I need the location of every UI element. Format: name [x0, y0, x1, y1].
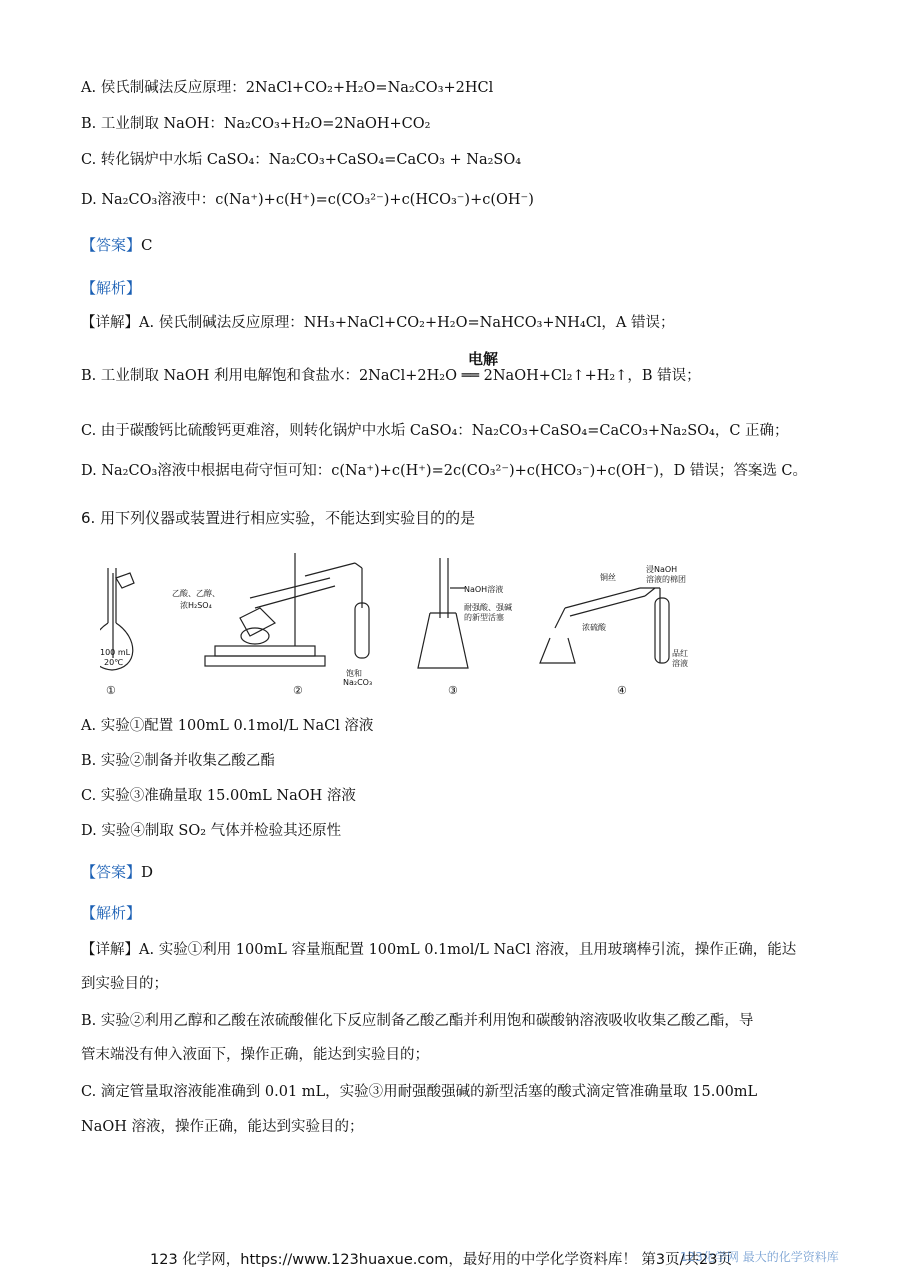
q5-detail-b-condition: 电解: [468, 350, 499, 368]
fig1-temperature-mark: 20℃: [104, 658, 124, 667]
fig4-reagent-label: 品红: [672, 649, 688, 658]
fig3-stopcock-label: 耐强酸、强碱: [464, 603, 512, 612]
q6-option-b: B. 实验②制备并收集乙酸乙酯: [81, 753, 275, 769]
q5-option-d: D. Na₂CO₃溶液中：c(Na⁺)+c(H⁺)=c(CO₃²⁻)+c(HCO₃⁻)+c(OH⁻): [81, 192, 534, 208]
figure-3-label: ③: [448, 684, 458, 697]
q6-option-c: C. 实验③准确量取 15.00mL NaOH 溶液: [81, 788, 356, 804]
q5-answer-row: [81, 235, 153, 256]
fig4-acid-label: 浓硫酸: [582, 623, 606, 632]
page-footer: 123 化学网，https://www.123huaxue.com，最好用的中学化学资料库！ 第3页/共23页: [150, 1252, 732, 1268]
q6-detail-c-2: NaOH 溶液，操作正确，能达到实验目的；: [81, 1119, 364, 1135]
fig4-cotton-label: 溶液的棉团: [646, 575, 686, 584]
q5-option-b: B. 工业制取 NaOH：Na₂CO₃+H₂O=2NaOH+CO₂: [81, 116, 431, 132]
q5-detail-a: 【详解】A. 侯氏制碱法反应原理：NH₃+NaCl+CO₂+H₂O=NaHCO₃+NH₄Cl，A 错误；: [81, 315, 675, 331]
q6-detail-a-2: 到实验目的；: [81, 976, 168, 992]
fig2-acid-label: 浓H₂SO₄: [180, 601, 212, 610]
answer-tag: 【答案】: [81, 236, 142, 254]
q6-detail-c-1: C. 滴定管量取溶液能准确到 0.01 mL，实验③用耐强酸强碱的新型活塞的酸式滴定管准确量取 15.00mL: [81, 1084, 758, 1100]
watermark: 123化学网 最大的化学资料库: [680, 1250, 839, 1264]
q6-option-d: D. 实验④制取 SO₂ 气体并检验其还原性: [81, 823, 342, 839]
fig4-naoh-label: 浸NaOH: [646, 565, 678, 574]
figure-4-label: ④: [617, 684, 627, 697]
q6-detail-b-1: B. 实验②利用乙醇和乙酸在浓硫酸催化下反应制备乙酸乙酯并利用饱和碳酸钠溶液吸收收集乙酸乙酯，导: [81, 1013, 754, 1029]
figure-1-label: ①: [106, 684, 116, 697]
analysis-tag: 【解析】: [81, 279, 142, 297]
q5-detail-d: D. Na₂CO₃溶液中根据电荷守恒可知：c(Na⁺)+c(H⁺)=2c(CO₃²⁻)+c(HCO₃⁻)+c(OH⁻)，D 错误；答案选 C。: [81, 463, 808, 479]
answer-value: C: [141, 236, 153, 254]
q5-detail-c: C. 由于碳酸钙比硫酸钙更难溶，则转化锅炉中水垢 CaSO₄：Na₂CO₃+CaSO₄=CaCO₃+Na₂SO₄，C 正确；: [81, 423, 789, 439]
q6-stem: 6. 用下列仪器或装置进行相应实验，不能达到实验目的的是: [81, 509, 476, 527]
answer-value: D: [141, 863, 154, 881]
q5-option-a: A. 侯氏制碱法反应原理：2NaCl+CO₂+H₂O=Na₂CO₃+2HCl: [81, 80, 494, 96]
fig2-saturated-label: 饱和: [346, 669, 362, 678]
q5-analysis-row: [81, 278, 141, 299]
fig3-naoh-label: NaOH溶液: [464, 585, 504, 594]
fig1-volume-mark: 100 mL: [100, 648, 131, 657]
fig4-copper-label: 铜丝: [600, 573, 616, 582]
q6-analysis-row: [81, 903, 141, 924]
q6-answer-row: [81, 862, 153, 883]
q5-detail-b: B. 工业制取 NaOH 利用电解饱和食盐水：2NaCl+2H₂O ══ 2NaOH+Cl₂↑+H₂↑，B 错误；: [81, 368, 701, 384]
answer-tag: 【答案】: [81, 863, 142, 881]
fig4-solution-label: 溶液: [672, 659, 688, 668]
fig2-reagents-label: 乙酸、乙醇、: [172, 589, 220, 598]
q5-option-c: C. 转化锅炉中水垢 CaSO₄：Na₂CO₃+CaSO₄=CaCO₃ + Na₂SO₄: [81, 152, 522, 168]
q6-option-a: A. 实验①配置 100mL 0.1mol/L NaCl 溶液: [81, 718, 374, 734]
fig3-stopcock-label-2: 的新型活塞: [464, 613, 504, 622]
fig2-carbonate-label: Na₂CO₃: [343, 678, 373, 687]
analysis-tag: 【解析】: [81, 904, 142, 922]
apparatus-figures: [100, 548, 700, 708]
q6-detail-b-2: 管末端没有伸入液面下，操作正确，能达到实验目的；: [81, 1047, 429, 1063]
figure-2-label: ②: [293, 684, 303, 697]
q6-detail-a-1: 【详解】A. 实验①利用 100mL 容量瓶配置 100mL 0.1mol/L NaCl 溶液，且用玻璃棒引流，操作正确，能达: [81, 942, 797, 958]
